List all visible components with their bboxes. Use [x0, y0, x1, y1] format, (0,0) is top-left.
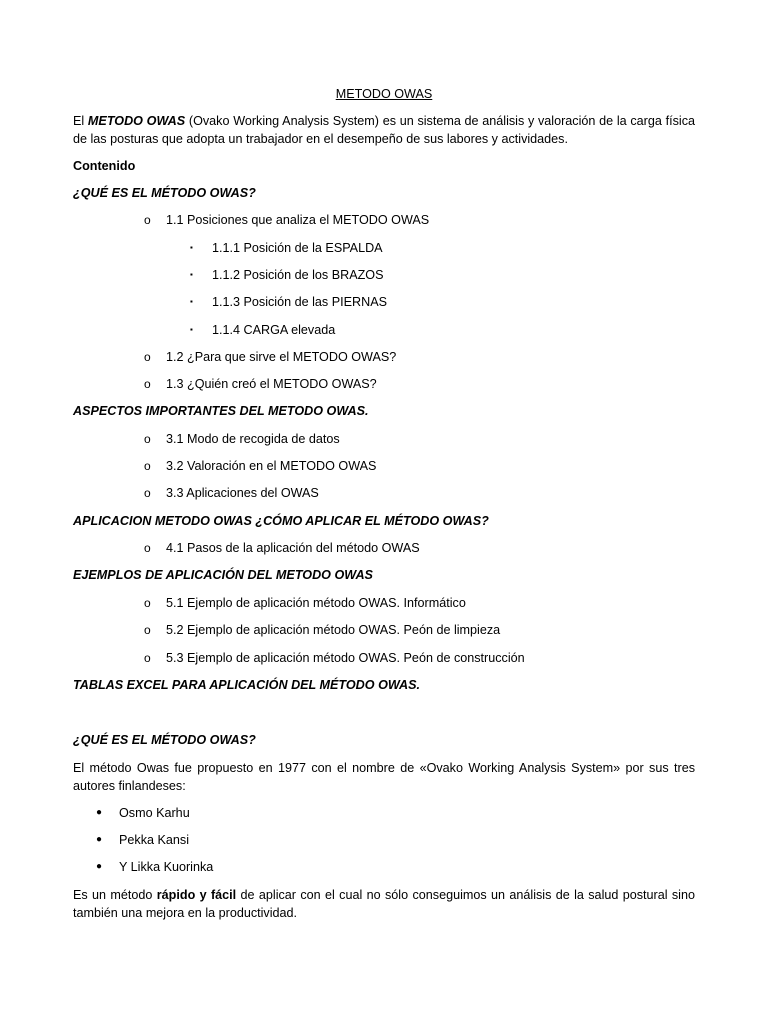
closing-bold: rápido y fácil	[156, 888, 237, 902]
toc-item-1-1-4[interactable]: 1.1.4 CARGA elevada	[212, 323, 336, 337]
circle-bullet-icon: o	[144, 432, 151, 446]
toc-item-5-1[interactable]: 5.1 Ejemplo de aplicación método OWAS. Informático	[166, 596, 466, 610]
circle-bullet-icon: o	[144, 651, 151, 665]
toc-section-5[interactable]: EJEMPLOS DE APLICACIÓN DEL METODO OWAS	[73, 568, 373, 582]
section-heading: ¿QUÉ ES EL MÉTODO OWAS?	[73, 733, 256, 747]
toc-item-5-2[interactable]: 5.2 Ejemplo de aplicación método OWAS. Peón de limpieza	[166, 623, 501, 637]
circle-bullet-icon: o	[144, 350, 151, 364]
page-title: METODO OWAS	[335, 87, 433, 101]
circle-bullet-icon: o	[144, 596, 151, 610]
toc-item-1-1[interactable]: 1.1 Posiciones que analiza el METODO OWAS	[166, 213, 430, 227]
square-bullet-icon: ▪	[190, 243, 193, 252]
toc-item-5-3[interactable]: 5.3 Ejemplo de aplicación método OWAS. Peón de construcción	[166, 651, 525, 665]
circle-bullet-icon: o	[144, 541, 151, 555]
toc-item-4-1[interactable]: 4.1 Pasos de la aplicación del método OWAS	[166, 541, 420, 555]
dot-bullet-icon: ●	[96, 861, 103, 872]
dot-bullet-icon: ●	[96, 834, 103, 845]
author-item: Pekka Kansi	[119, 833, 190, 847]
toc-item-3-3[interactable]: 3.3 Aplicaciones del OWAS	[166, 486, 319, 500]
toc-section-1[interactable]: ¿QUÉ ES EL MÉTODO OWAS?	[73, 186, 256, 200]
circle-bullet-icon: o	[144, 623, 151, 637]
author-item: Y Likka Kuorinka	[119, 860, 214, 874]
toc-item-1-1-2[interactable]: 1.1.2 Posición de los BRAZOS	[212, 268, 384, 282]
circle-bullet-icon: o	[144, 486, 151, 500]
toc-section-3[interactable]: ASPECTOS IMPORTANTES DEL METODO OWAS.	[73, 404, 369, 418]
toc-section-6[interactable]: TABLAS EXCEL PARA APLICACIÓN DEL MÉTODO OWAS.	[73, 678, 421, 692]
contents-label: Contenido	[73, 159, 136, 173]
circle-bullet-icon: o	[144, 459, 151, 473]
dot-bullet-icon: ●	[96, 807, 103, 818]
closing-rest: de aplicar con el cual no sólo conseguimos un análisis de la salud postural sino también una mejora en la productividad.	[73, 888, 695, 920]
toc-item-3-2[interactable]: 3.2 Valoración en el METODO OWAS	[166, 459, 377, 473]
toc-item-1-3[interactable]: 1.3 ¿Quién creó el METODO OWAS?	[166, 377, 377, 391]
intro-rest: (Ovako Working Analysis System) es un sistema de análisis y valoración de la carga física de las posturas que adopta un trabajador en el desempeño de sus labores y actividades.	[73, 114, 695, 146]
square-bullet-icon: ▪	[190, 297, 193, 306]
toc-item-1-1-3[interactable]: 1.1.3 Posición de las PIERNAS	[212, 295, 388, 309]
closing-paragraph	[73, 886, 695, 922]
toc-item-1-2[interactable]: 1.2 ¿Para que sirve el METODO OWAS?	[166, 350, 397, 364]
section-paragraph: El método Owas fue propuesto en 1977 con el nombre de «Ovako Working Analysis System» por sus tres autores finlandeses:	[73, 761, 695, 793]
toc-item-1-1-1[interactable]: 1.1.1 Posición de la ESPALDA	[212, 241, 383, 255]
intro-prefix: El	[73, 114, 88, 128]
toc-section-4[interactable]: APLICACION METODO OWAS ¿CÓMO APLICAR EL MÉTODO OWAS?	[73, 514, 489, 528]
square-bullet-icon: ▪	[190, 270, 193, 279]
square-bullet-icon: ▪	[190, 325, 193, 334]
circle-bullet-icon: o	[144, 213, 151, 227]
circle-bullet-icon: o	[144, 377, 151, 391]
closing-prefix: Es un método	[73, 888, 157, 902]
toc-item-3-1[interactable]: 3.1 Modo de recogida de datos	[166, 432, 340, 446]
author-item: Osmo Karhu	[119, 806, 190, 820]
intro-emphasis: METODO OWAS	[87, 114, 186, 128]
intro-paragraph	[73, 112, 695, 148]
